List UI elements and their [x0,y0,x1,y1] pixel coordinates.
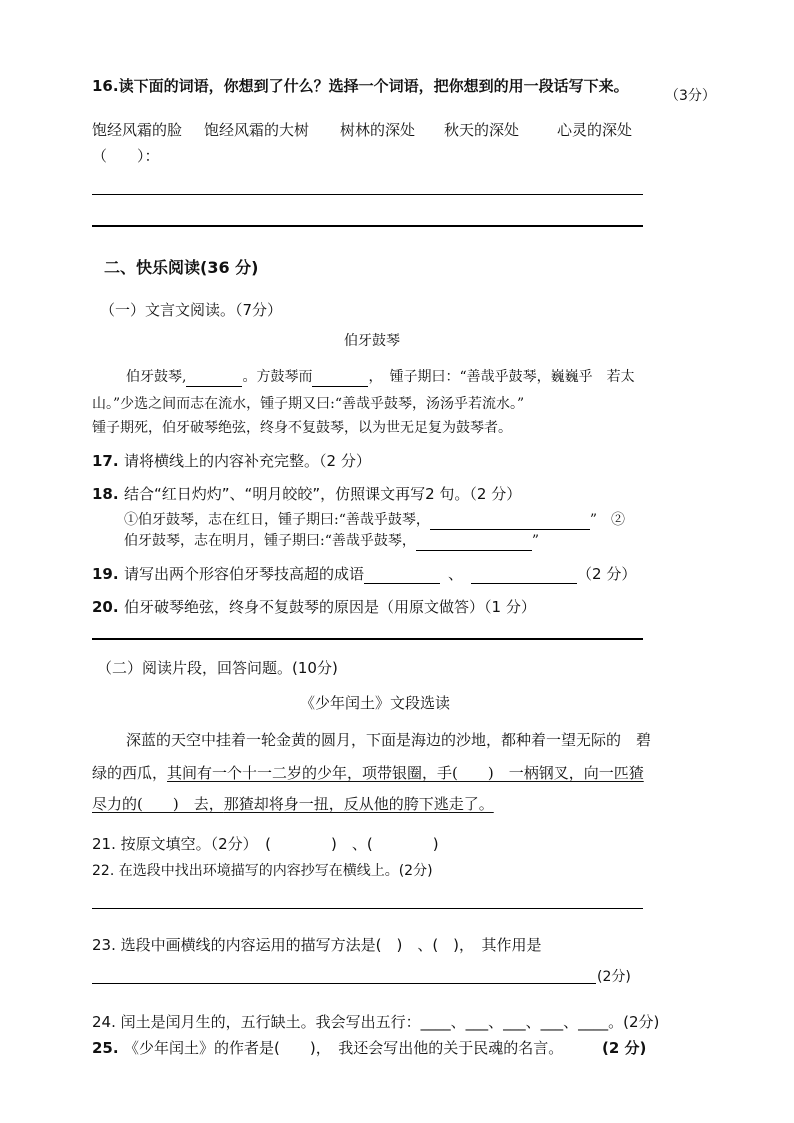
passage2-line-2: 绿的西瓜，其间有一个十一二岁的少年，项带银圈，手( ) 一柄钢叉，向一匹猹 [92,764,644,782]
q20-answer-line[interactable] [92,638,643,640]
part2-heading: （二）阅读片段，回答问题。(10分) [97,659,338,677]
q25-score: (2 分) [602,1039,647,1057]
fill-blank-2[interactable] [312,371,368,387]
q24-prompt: 24. 闰土是闰月生的，五行缺土。我会写出五行：____、___、___、___、____。(2分) [92,1013,660,1031]
q18-number: 18. [92,485,119,503]
q16-word-2: 饱经风霜的大树 [204,121,310,139]
q16-word-1: 饱经风霜的脸 [92,121,183,139]
q16-score: （3分） [665,88,716,104]
q23-answer-line[interactable] [92,983,596,984]
q25-prompt: 《少年闰土》的作者是( )， 我还会写出他的关于民魂的名言。 [124,1039,564,1057]
passage2-line-1: 深蓝的天空中挂着一轮金黄的圆月，下面是海边的沙地，都种着一望无际的 碧 [126,731,652,749]
q21-prompt: 21. 按原文填空。（2分） ( ) 、( ) [92,835,439,853]
passage1-line-3: 锺子期死，伯牙破琴绝弦，终身不复鼓琴，以为世无足复为鼓琴者。 [92,420,512,436]
q16-answer-line-1[interactable] [92,194,643,195]
part1-heading: （一）文言文阅读。（7分） [100,301,283,319]
section-title: 二、快乐阅读(36 分) [104,258,259,277]
q16-word-3: 树林的深处 [340,121,416,139]
q22-answer-line[interactable] [92,908,643,909]
q16-word-4: 秋天的深处 [444,121,520,139]
q20-number: 20. [92,598,119,616]
q16-prompt: 16.读下面的词语，你想到了什么？选择一个词语，把你想到的用一段话写下来。 [92,77,629,95]
q18-blank-2[interactable] [416,535,532,551]
passage1-line-1: 伯牙鼓琴, 。方鼓琴而 ， 锺子期曰：“善哉乎鼓琴，巍巍乎 若太 [126,369,635,385]
passage1-title: 伯牙鼓琴 [344,333,400,349]
q20-prompt: 伯牙破琴绝弦，终身不复鼓琴的原因是（用原文做答）（1 分） [124,598,536,616]
underlined-text-1: 其间有一个十一二岁的少年，项带银圈，手( ) 一柄钢叉，向一匹猹 [167,764,644,782]
passage1-line-2: 山。”少选之间而志在流水，锺子期又曰:“善哉乎鼓琴，汤汤乎若流水。” [92,396,525,412]
passage2-line-3 [92,794,494,814]
passage2-title: 《少年闰土》文段选读 [300,694,451,712]
q22-prompt: 22. 在选段中找出环境描写的内容抄写在横线上。(2分) [92,863,433,879]
q18-blank-1[interactable] [430,514,590,530]
q18-line-1: ①伯牙鼓琴，志在红日，锺子期曰:“善哉乎鼓琴， ” ② [124,512,626,528]
underlined-text-3: 那猹却将身一扭，反从他的胯下逃走了。 [223,795,494,813]
q16-choice-blank[interactable]: （ ）： [92,147,160,165]
q16-word-5: 心灵的深处 [557,121,633,139]
q18-line-2: 伯牙鼓琴，志在明月，锺子期曰:“善哉乎鼓琴， ” [124,533,540,549]
q19-blank-1[interactable] [364,568,440,584]
q19-prompt: 请写出两个形容伯牙琴技高超的成语 、 （2 分） [124,565,637,583]
q17-number: 17. [92,452,119,470]
q18-prompt: 结合“红日灼灼”、“明月皎皎”，仿照课文再写2 句。（2 分） [124,485,522,503]
q23-prompt: 23. 选段中画横线的内容运用的描写方法是( ) 、( )， 其作用是 [92,936,542,954]
underlined-text-2: 尽力的( ) 去， [92,795,224,813]
fill-blank-1[interactable] [186,371,242,387]
q19-number: 19. [92,565,119,583]
q19-blank-2[interactable] [471,568,577,584]
q23-score: (2分) [597,969,631,985]
q16-answer-line-2[interactable] [92,225,643,227]
q25-number: 25. [92,1039,119,1057]
q17-prompt: 请将横线上的内容补充完整。（2 分） [124,452,371,470]
